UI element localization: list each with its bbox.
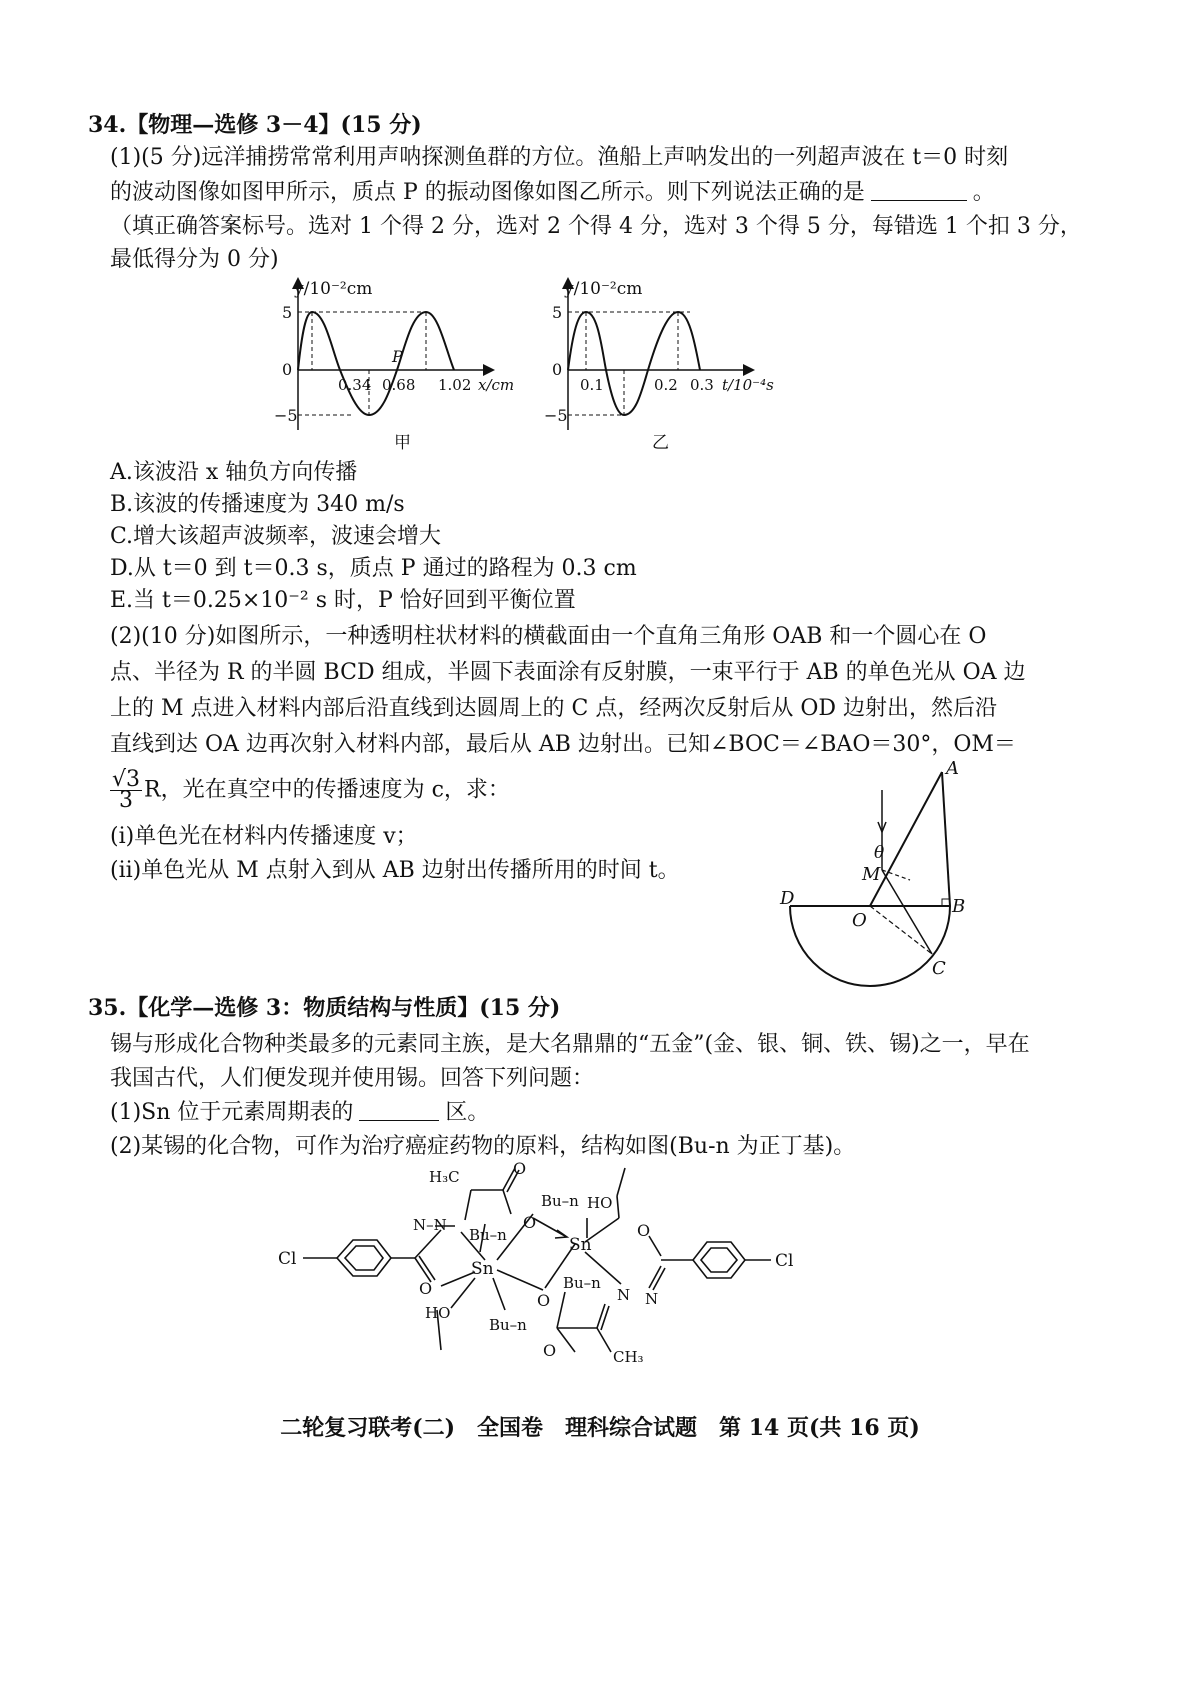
label-n-2: N: [645, 1290, 659, 1308]
point-p-label: P: [392, 347, 403, 366]
vibration-curve: [568, 312, 700, 415]
tin-compound-structure: [275, 1160, 835, 1380]
y-tick-5: 5: [282, 303, 293, 322]
label-o-bottom2: O: [543, 1341, 557, 1360]
q34-p1-line2-end: 。: [972, 180, 995, 205]
label-c: C: [932, 958, 946, 979]
label-h3c: H₃C: [429, 1168, 460, 1186]
fraction-denominator: 3: [119, 788, 133, 813]
y-tick-5: 5: [552, 303, 563, 322]
q34-p2-line5: [110, 767, 510, 813]
label-o-bottom: O: [537, 1291, 551, 1310]
label-sn-left: Sn: [471, 1259, 494, 1279]
optics-figure: [770, 760, 970, 990]
t-tick-03: 0.3: [690, 376, 714, 394]
q35-intro-line1: 锡与形成化合物种类最多的元素同主族，是大名鼎鼎的“五金”(金、银、铜、铁、锡)之一，早在: [110, 1032, 1030, 1057]
label-sn-right: Sn: [569, 1235, 592, 1255]
y-tick-neg5: −5: [544, 406, 568, 425]
q34-header: 34.【物理—选修 3－4】(15 分): [88, 112, 422, 138]
q34-p1-line2-text: 的波动图像如图甲所示，质点 P 的振动图像如图乙所示。则下列说法正确的是: [110, 180, 865, 205]
q35-q1-end: 区。: [445, 1100, 490, 1125]
y-tick-0: 0: [552, 360, 563, 379]
option-d: D.从 t＝0 到 t＝0.3 s，质点 P 通过的路程为 0.3 cm: [110, 556, 637, 581]
wave-curve: [298, 312, 454, 415]
option-b: B.该波的传播速度为 340 m/s: [110, 492, 405, 517]
line-oa: [870, 772, 942, 906]
label-ch3: CH₃: [613, 1348, 644, 1366]
label-bu-4: Bu–n: [563, 1274, 601, 1292]
label-d: D: [780, 888, 795, 909]
label-cl-right: Cl: [775, 1251, 794, 1271]
t-axis-label: t/10⁻⁴s: [722, 376, 774, 394]
label-n-1: N: [617, 1286, 631, 1304]
label-o: O: [852, 910, 867, 931]
q34-p1-line4: 最低得分为 0 分): [110, 247, 279, 272]
answer-blank[interactable]: [359, 1100, 439, 1121]
label-bu-2: Bu–n: [489, 1316, 527, 1334]
label-b: B: [952, 896, 966, 917]
label-ho-left: HO: [425, 1304, 451, 1322]
label-bu-1: Bu–n: [469, 1226, 507, 1244]
chart-caption: 乙: [652, 433, 669, 453]
t-tick-01: 0.1: [580, 376, 604, 394]
line-ab: [942, 772, 950, 906]
x-tick-034: 0.34: [338, 376, 372, 394]
label-cl-left: Cl: [278, 1249, 297, 1269]
label-o-left: O: [419, 1279, 433, 1298]
page-footer: 二轮复习联考(二) 全国卷 理科综合试题 第 14 页(共 16 页): [280, 1415, 920, 1441]
chart-jia: [270, 270, 530, 460]
x-tick-102: 1.02: [438, 376, 472, 394]
q34-p1-line1: (1)(5 分)远洋捕捞常常利用声呐探测鱼群的方位。渔船上声呐发出的一列超声波在 t＝0 时刻: [110, 145, 1009, 170]
label-m: M: [862, 864, 881, 885]
y-tick-0: 0: [282, 360, 293, 379]
x-tick-068: 0.68: [382, 376, 416, 394]
label-bu-3: Bu–n: [541, 1192, 579, 1210]
q34-p1-line2: [110, 178, 995, 208]
chart-yi: [540, 270, 800, 460]
q35-q1: [110, 1098, 489, 1128]
q34-p2-line2: 点、半径为 R 的半圆 BCD 组成，半圆下表面涂有反射膜，一束平行于 AB 的单色光从 OA 边: [110, 660, 1026, 685]
y-axis-label: y/10⁻²cm: [564, 279, 643, 299]
label-ho-right: HO: [587, 1194, 613, 1212]
fraction-numerator: √3: [112, 767, 141, 792]
q34-p2-line4: 直线到达 OA 边再次射入材料内部，最后从 AB 边射出。已知∠BOC＝∠BAO＝30°，OM＝: [110, 732, 1016, 757]
q34-p2-q1: (ⅰ)单色光在材料内传播速度 v；: [110, 824, 418, 849]
label-a: A: [946, 760, 959, 779]
chart-caption: 甲: [394, 433, 411, 453]
fraction-sqrt3-over-3: [110, 767, 142, 813]
q35-header: 35.【化学—选修 3：物质结构与性质】(15 分): [88, 995, 561, 1021]
label-o-mid: O: [523, 1213, 537, 1232]
q34-p2-line5-text: R，光在真空中的传播速度为 c，求：: [144, 777, 510, 803]
q34-p2-q2: (ⅱ)单色光从 M 点射入到从 AB 边射出传播所用的时间 t。: [110, 858, 680, 883]
q35-q1-text: (1)Sn 位于元素周期表的: [110, 1100, 354, 1125]
q34-p1-line3: （填正确答案标号。选对 1 个得 2 分，选对 2 个得 4 分，选对 3 个得 5 分，每错选 1 个扣 3 分，: [110, 214, 1082, 239]
y-tick-neg5: −5: [274, 406, 298, 425]
label-o-right: O: [637, 1221, 651, 1240]
q35-q2: (2)某锡的化合物，可作为治疗癌症药物的原料，结构如图(Bu-n 为正丁基)。: [110, 1134, 856, 1159]
label-o-top: O: [513, 1160, 527, 1178]
answer-blank[interactable]: [871, 180, 967, 201]
option-e: E.当 t＝0.25×10⁻² s 时，P 恰好回到平衡位置: [110, 588, 576, 613]
q34-p2-line1: (2)(10 分)如图所示，一种透明柱状材料的横截面由一个直角三角形 OAB 和一个圆心在 O: [110, 624, 987, 649]
q34-p2-line3: 上的 M 点进入材料内部后沿直线到达圆周上的 C 点，经两次反射后从 OD 边射出，然后沿: [110, 696, 997, 721]
semicircle-bcd: [790, 906, 950, 986]
y-axis-label: y/10⁻²cm: [294, 279, 373, 299]
x-axis-label: x/cm: [478, 376, 515, 394]
label-n-n-left: N–N: [413, 1216, 447, 1234]
q35-intro-line2: 我国古代，人们便发现并使用锡。回答下列问题：: [110, 1066, 595, 1091]
option-a: A.该波沿 x 轴负方向传播: [110, 460, 358, 485]
t-tick-02: 0.2: [654, 376, 678, 394]
option-c: C.增大该超声波频率，波速会增大: [110, 524, 442, 549]
label-theta: θ: [874, 843, 885, 863]
